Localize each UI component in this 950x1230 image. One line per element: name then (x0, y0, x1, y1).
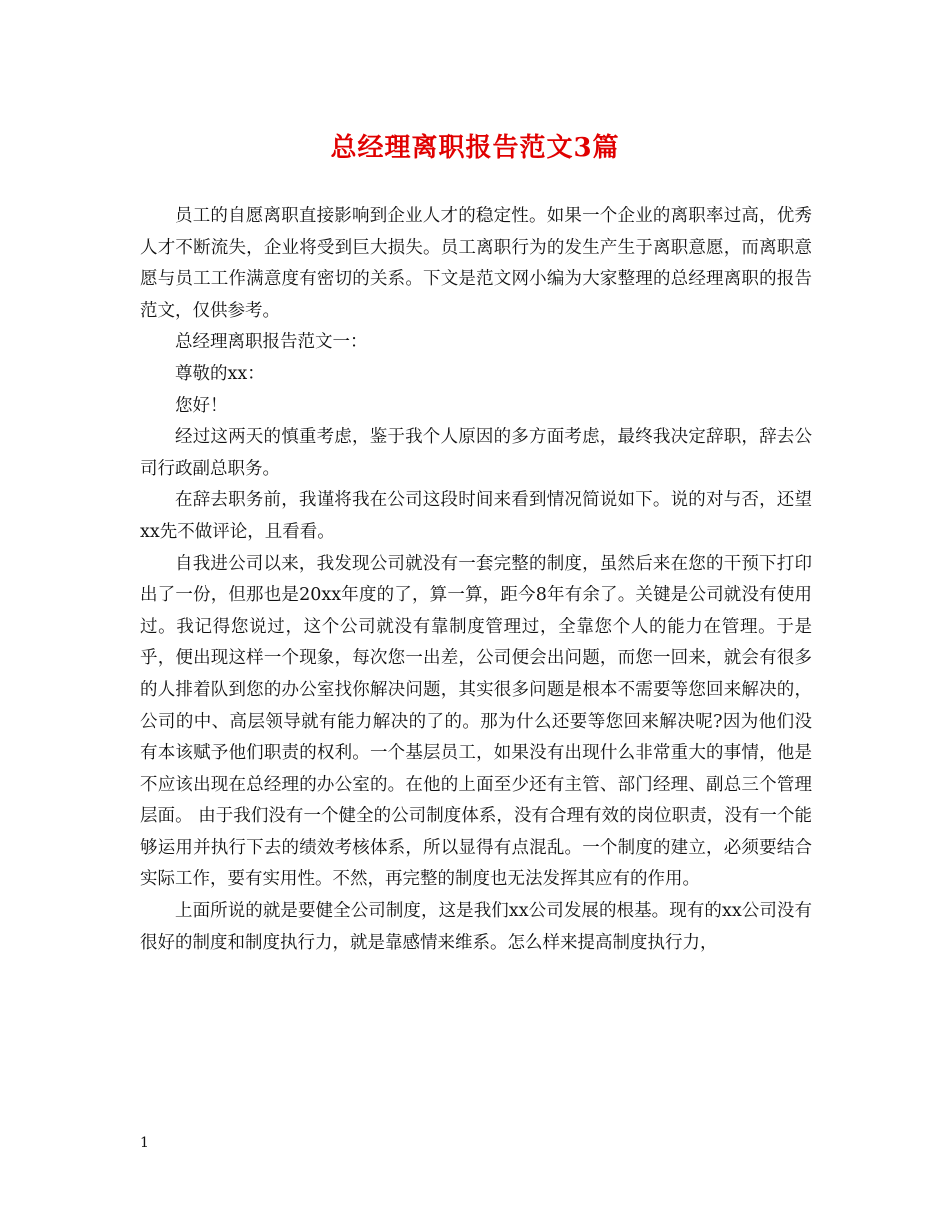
document-title: 总经理离职报告范文3篇 (330, 133, 620, 163)
page-number: 1 (140, 1135, 149, 1151)
paragraph-intro: 员工的自愿离职直接影响到企业人才的稳定性。如果一个企业的离职率过高，优秀人才不断流失，企业将受到巨大损失。员工离职行为的发生产生于离职意愿，而离职意愿与员工工作满意度有密切的关系。下文是范文网小编为大家整理的总经理离职的报告范文，仅供参考。 (140, 206, 812, 321)
paragraph-observations: 自我进公司以来，我发现公司就没有一套完整的制度，虽然后来在您的干预下打印出了一份，但那也是20xx年度的了，算一算，距今8年有余了。关键是公司就没有使用过。我记得您说过，这个公司就没有靠制度管理过，全靠您个人的能力在管理。于是乎，便出现这样一个现象，每次您一出差，公司便会出问题，而您一回来，就会有很多的人排着队到您的办公室找你解决问题，其实很多问题是根本不需要等您回来解决的，公司的中、高层领导就有能力解决的了的。那为什么还要等您回来解决呢?因为他们没有本该赋予他们职责的权利。一个基层员工，如果没有出现什么非常重大的事情，他是不应该出现在总经理的办公室的。在他的上面至少还有主管、部门经理、副总三个管理层面。 由于我们没有一个健全的公司制度体系，没有合理有效的岗位职责，没有一个能够运用并执行下去的绩效考核体系，所以显得有点混乱。一个制度的建立，必须要结合实际工作，要有实用性。不然，再完整的制度也无法发挥其应有的作用。 (140, 553, 812, 890)
paragraph-resignation: 经过这两天的慎重考虑，鉴于我个人原因的多方面考虑，最终我决定辞职，辞去公司行政副总职务。 (140, 427, 812, 479)
paragraph-conclusion: 上面所说的就是要健全公司制度，这是我们xx公司发展的根基。现有的xx公司没有很好的制度和制度执行力，就是靠感情来维系。怎么样来提高制度执行力， (140, 901, 812, 953)
document-body (140, 201, 812, 959)
paragraph-section-heading: 总经理离职报告范文一： (175, 332, 368, 353)
paragraph-greeting: 您好！ (175, 395, 228, 416)
paragraph-preface: 在辞去职务前，我谨将我在公司这段时间来看到情况简说如下。说的对与否，还望xx先不做评论，且看看。 (140, 490, 812, 542)
paragraph-salutation: 尊敬的xx： (175, 363, 265, 384)
